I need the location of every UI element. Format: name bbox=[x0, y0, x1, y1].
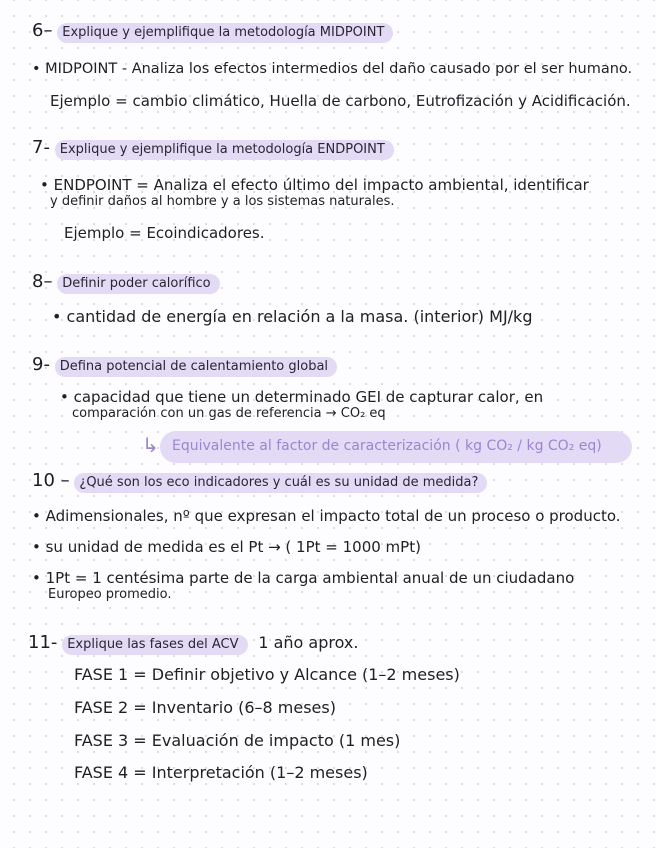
section-9-number: 9- bbox=[32, 354, 50, 375]
section-10-line-2: • su unidad de medida es el Pt → ( 1Pt = 1000 mPt) bbox=[32, 538, 421, 556]
section-7-header bbox=[32, 139, 394, 157]
section-7-line-1: • ENDPOINT = Analiza el efecto último del impacto ambiental, identificar bbox=[40, 176, 589, 194]
section-8-number: 8– bbox=[32, 271, 53, 292]
section-10-title: ¿Qué son los eco indicadores y cuál es su unidad de medida? bbox=[74, 473, 487, 493]
section-11-title: Explique las fases del ACV bbox=[62, 635, 247, 655]
phase-item: FASE 4 = Interpretación (1–2 meses) bbox=[74, 763, 368, 782]
section-7-line-2: y definir daños al hombre y a los sistemas naturales. bbox=[50, 194, 395, 209]
section-8-title: Definir poder calorífico bbox=[57, 274, 219, 294]
section-10-line-3: • 1Pt = 1 centésima parte de la carga ambiental anual de un ciudadano bbox=[32, 569, 575, 587]
section-10-line-4: Europeo promedio. bbox=[48, 587, 172, 602]
section-11-header bbox=[28, 634, 358, 652]
return-arrow-icon: ↳ bbox=[142, 433, 159, 457]
section-9-title: Defina potencial de calentamiento global bbox=[55, 357, 337, 377]
section-9-header bbox=[32, 356, 337, 374]
section-6-title: Explique y ejemplifique la metodología MIDPOINT bbox=[57, 23, 393, 43]
section-7-number: 7- bbox=[32, 137, 50, 158]
section-9-line-1: • capacidad que tiene un determinado GEI de capturar calor, en bbox=[60, 388, 544, 406]
phase-item: FASE 1 = Definir objetivo y Alcance (1–2 meses) bbox=[74, 665, 460, 684]
section-8-header bbox=[32, 273, 220, 291]
section-9-line-2: comparación con un gas de referencia → CO₂ eq bbox=[72, 406, 386, 421]
section-7-title: Explique y ejemplifique la metodología ENDPOINT bbox=[55, 140, 394, 160]
section-11-note: 1 año aprox. bbox=[258, 633, 359, 652]
section-6-header bbox=[32, 22, 393, 40]
phase-item: FASE 3 = Evaluación de impacto (1 mes) bbox=[74, 731, 401, 750]
section-6-number: 6– bbox=[32, 20, 53, 41]
section-6-line-1: • MIDPOINT - Analiza los efectos intermedios del daño causado por el ser humano. bbox=[32, 61, 633, 77]
section-10-header bbox=[32, 472, 487, 490]
section-11-number: 11- bbox=[28, 632, 58, 653]
section-10-line-1: • Adimensionales, nº que expresan el impacto total de un proceso o producto. bbox=[32, 507, 621, 525]
section-8-line-1: • cantidad de energía en relación a la masa. (interior) MJ/kg bbox=[52, 307, 533, 326]
section-10-number: 10 – bbox=[32, 470, 70, 491]
section-9-line-3: Equivalente al factor de caracterización ( kg CO₂ / kg CO₂ eq) bbox=[172, 438, 602, 454]
section-7-line-3: Ejemplo = Ecoindicadores. bbox=[64, 224, 265, 242]
phase-item: FASE 2 = Inventario (6–8 meses) bbox=[74, 698, 336, 717]
section-6-line-2: Ejemplo = cambio climático, Huella de carbono, Eutrofización y Acidificación. bbox=[50, 92, 631, 110]
